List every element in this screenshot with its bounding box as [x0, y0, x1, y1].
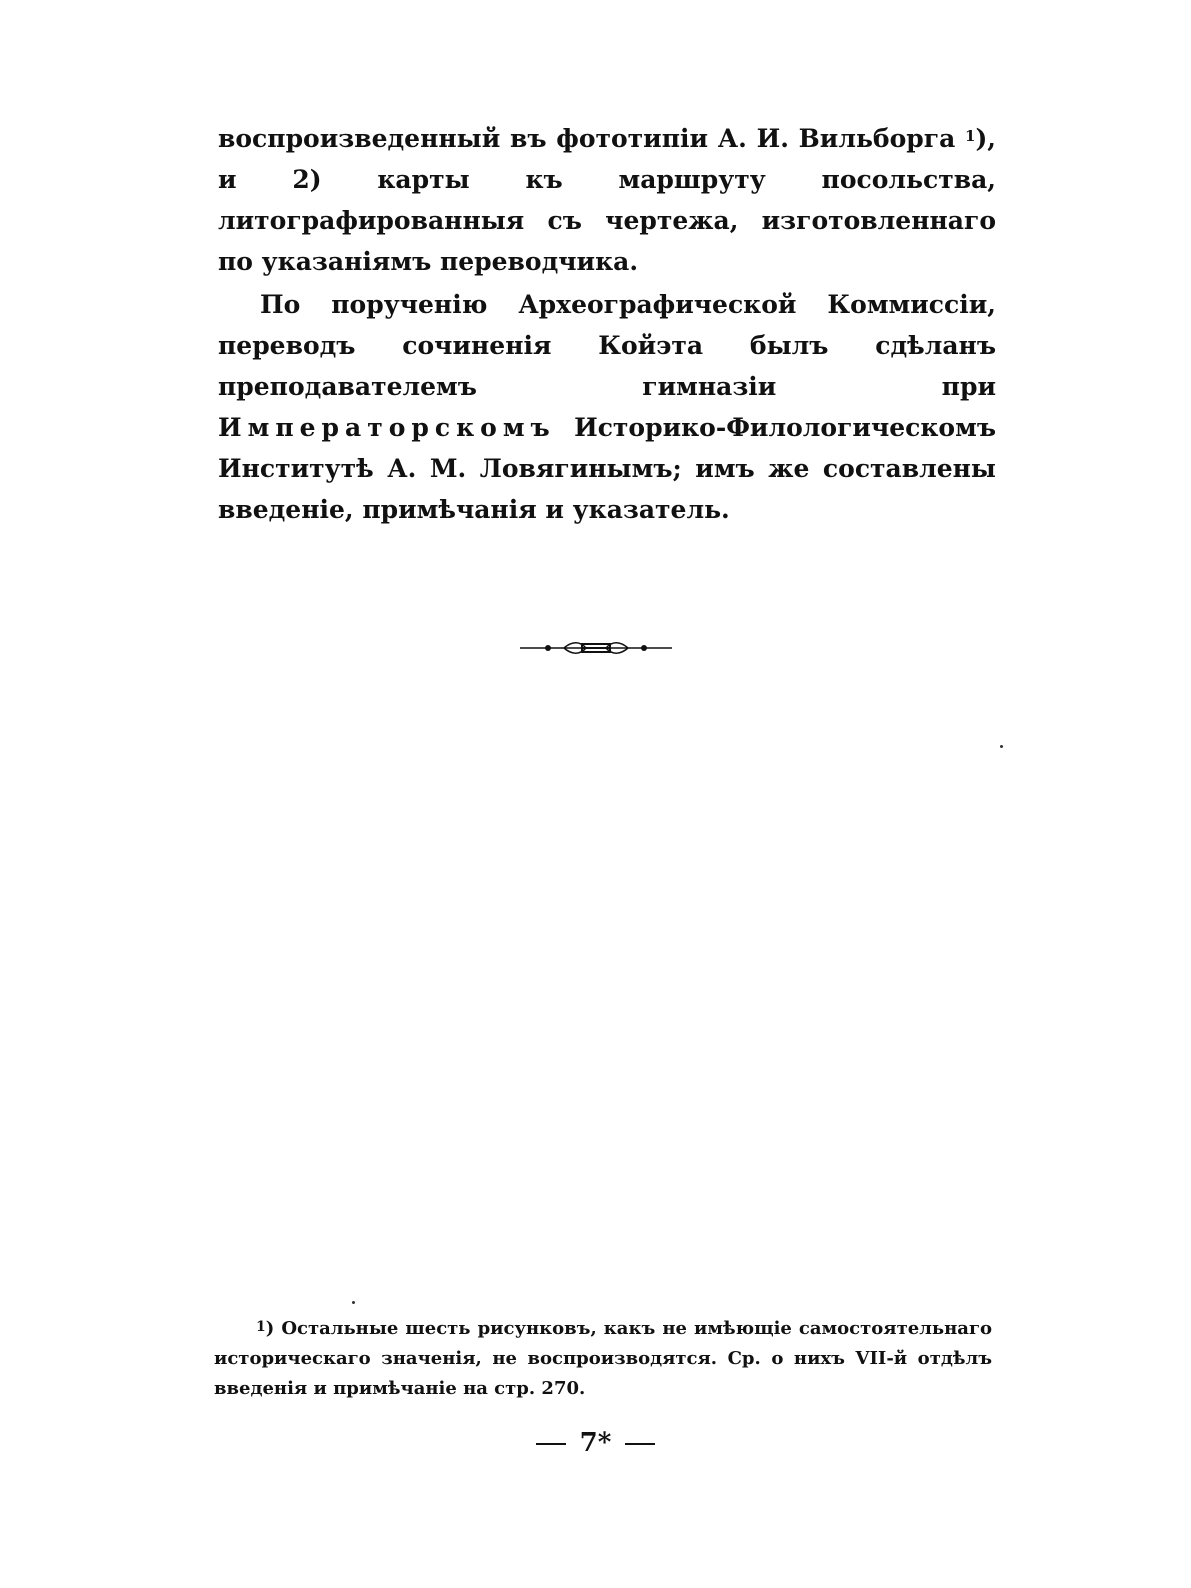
ornament-divider — [520, 638, 672, 658]
spaced-word: Императорскомъ — [218, 413, 556, 442]
paragraph-2-text-a: По порученію Археографической Коммиссіи, переводъ сочиненія Койэта былъ сдѣланъ преподавателемъ гимназіи при — [218, 290, 996, 401]
print-speck — [352, 1301, 355, 1304]
paragraph-2-text-b: Историко-Филологическомъ Институтѣ А. М. Ловягинымъ; имъ же составлены введеніе, примѣчанія и указатель. — [218, 413, 996, 524]
paragraph-2 — [218, 284, 996, 530]
paragraph-1-text-a: воспроизведенный въ фототипіи А. И. Вильборга — [218, 124, 956, 153]
dash-right — [625, 1443, 655, 1445]
page-number-text: 7* — [579, 1428, 612, 1458]
print-speck — [1000, 745, 1003, 748]
footnote-reference: 1 — [965, 127, 976, 145]
paragraph-1-text-b: ), и 2) карты къ маршруту посольства, литографированныя съ чертежа, изготовленнаго по указаніямъ переводчика. — [218, 124, 996, 276]
footnote-mark: 1 — [256, 1319, 266, 1335]
footnote-text: ) Остальные шесть рисунковъ, какъ не имѣющіе самостоятельнаго историческаго значенія, не воспроизводятся. Ср. о нихъ VII-й отдѣлъ введенія и примѣчаніе на стр. 270. — [214, 1318, 992, 1399]
dash-left — [536, 1443, 566, 1445]
footnote — [214, 1314, 992, 1404]
footnote-text-block — [214, 1314, 992, 1404]
page-number — [0, 1428, 1191, 1458]
body-text — [218, 118, 996, 530]
paragraph-1 — [218, 118, 996, 282]
